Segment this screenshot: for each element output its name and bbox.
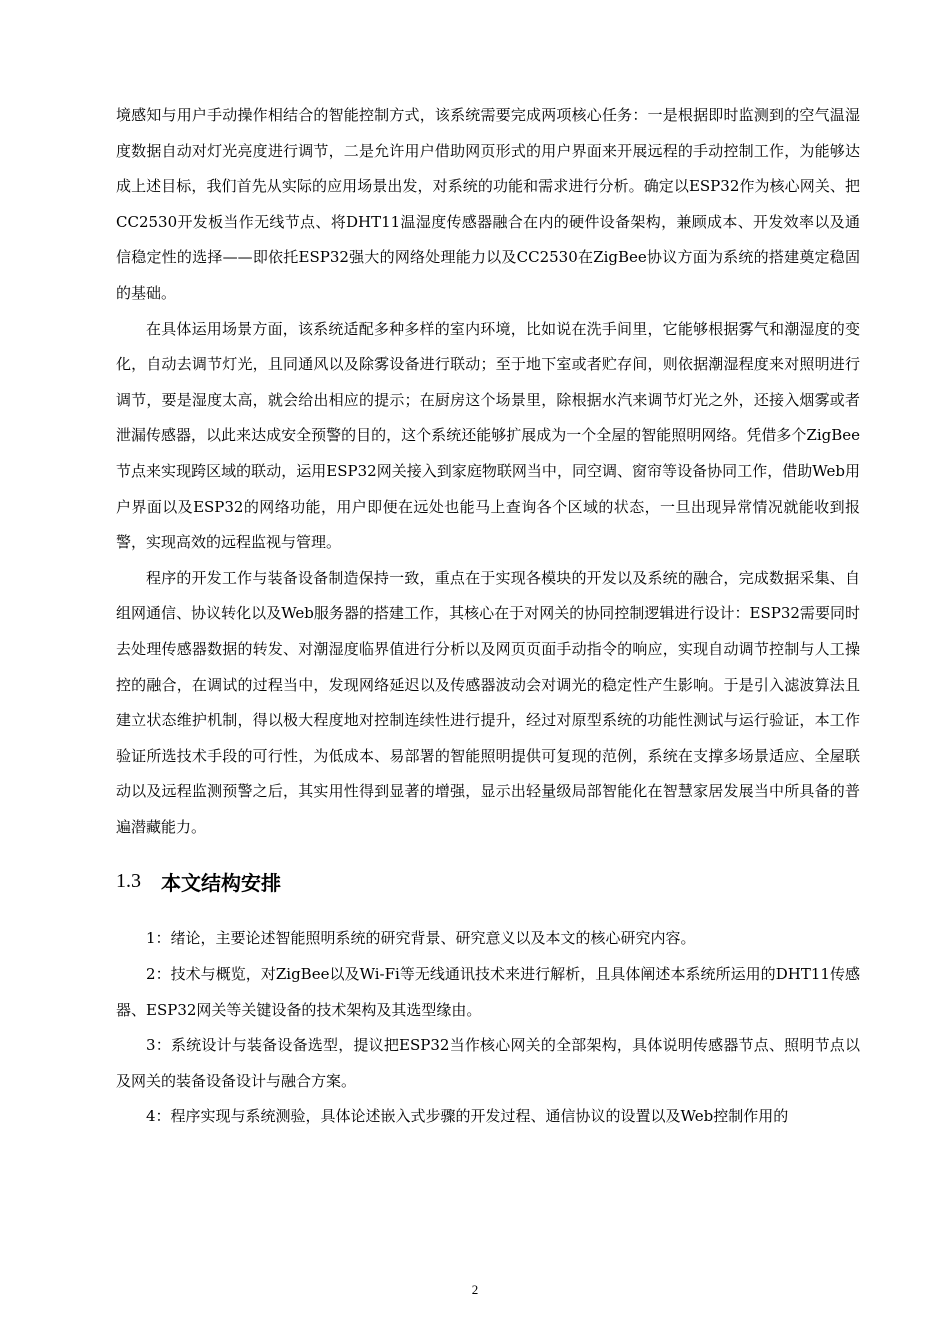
section-title: 本文结构安排 [161,870,281,895]
list-item: 4：程序实现与系统测验，具体论述嵌入式步骤的开发过程、通信协议的设置以及Web控制作用的 [146,1107,789,1126]
section-heading [116,853,860,909]
body-paragraph: 在具体运用场景方面，该系统适配多种多样的室内环境，比如说在洗手间里，它能够根据雾气和潮湿度的变化，自动去调节灯光，且同通风以及除雾设备进行联动；至于地下室或者贮存间，则依据潮湿程度来对照明进行调节，要是湿度太高，就会给出相应的提示；在厨房这个场景里，除根据水汽来调节灯光之外，还接入烟雾或者泄漏传感器，以此来达成安全预警的目的，这个系统还能够扩展成为一个全屋的智能照明网络。凭借多个ZigBee节点来实现跨区域的联动，运用ESP32网关接入到家庭物联网当中，同空调、窗帘等设备协同工作，借助Web用户界面以及ESP32的网络功能，用户即便在远处也能马上查询各个区域的状态，一旦出现异常情况就能收到报警，实现高效的远程监视与管理。 [116,319,860,552]
list-item: 2：技术与概览，对ZigBee以及Wi-Fi等无线通讯技术来进行解析，且具体阐述本系统所运用的DHT11传感器、ESP32网关等关键设备的技术架构及其选型缘由。 [116,965,860,1019]
body-paragraph: 境感知与用户手动操作相结合的智能控制方式，该系统需要完成两项核心任务：一是根据即时监测到的空气温湿度数据自动对灯光亮度进行调节，二是允许用户借助网页形式的用户界面来开展远程的手动控制工作，为能够达成上述目标，我们首先从实际的应用场景出发，对系统的功能和需求进行分析。确定以ESP32作为核心网关、把CC2530开发板当作无线节点、将DHT11温湿度传感器融合在内的硬件设备架构，兼顾成本、开发效率以及通信稳定性的选择——即依托ESP32强大的网络处理能力以及CC2530在ZigBee协议方面为系统的搭建奠定稳固的基础。 [116,106,860,302]
list-item: 1：绪论，主要论述智能照明系统的研究背景、研究意义以及本文的核心研究内容。 [146,929,696,948]
page-number: 2 [471,1282,479,1297]
list-item: 3：系统设计与装备设备选型，提议把ESP32当作核心网关的全部架构，具体说明传感器节点、照明节点以及网关的装备设备设计与融合方案。 [116,1036,860,1090]
body-paragraph: 程序的开发工作与装备设备制造保持一致，重点在于实现各模块的开发以及系统的融合，完成数据采集、自组网通信、协议转化以及Web服务器的搭建工作，其核心在于对网关的协同控制逻辑进行设计：ESP32需要同时去处理传感器数据的转发、对潮湿度临界值进行分析以及网页页面手动指令的响应，实现自动调节控制与人工操控的融合，在调试的过程当中，发现网络延迟以及传感器波动会对调光的稳定性产生影响。于是引入滤波算法且建立状态维护机制，得以极大程度地对控制连续性进行提升，经过对原型系统的功能性测试与运行验证，本工作验证所选技术手段的可行性，为低成本、易部署的智能照明提供可复现的范例，系统在支撑多场景适应、全屋联动以及远程监测预警之后，其实用性得到显著的增强，显示出轻量级局部智能化在智慧家居发展当中所具备的普遍潜藏能力。 [116,568,860,836]
section-number: 1.3 [116,869,141,892]
document-page [116,98,860,1135]
